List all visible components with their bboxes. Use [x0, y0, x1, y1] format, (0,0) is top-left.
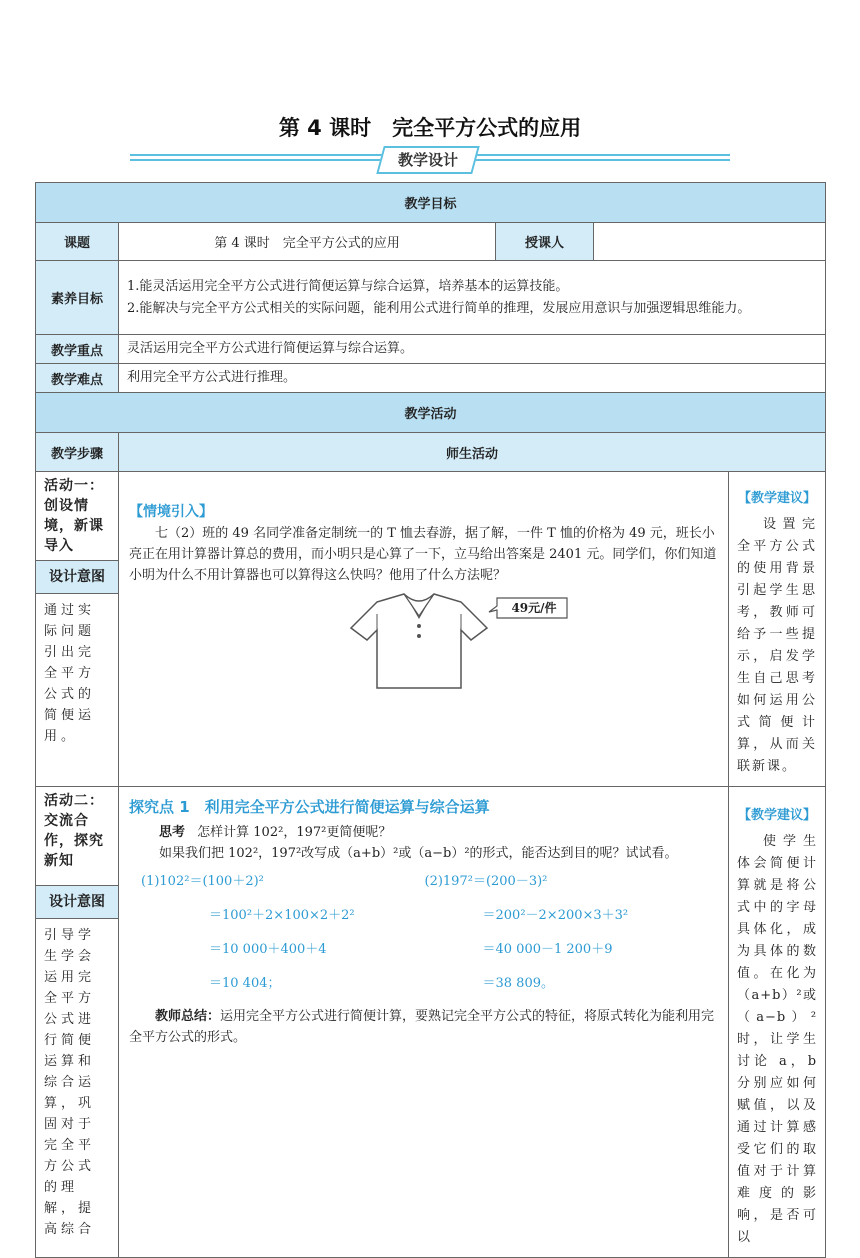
- teacher-value: [594, 223, 826, 261]
- literacy-item-1: 1.能灵活运用完全平方公式进行简便运算与综合运算，培养基本的运算技能。: [127, 278, 569, 294]
- act1-title: 活动一：创设情境，新课导入: [44, 478, 104, 554]
- activity-header: 教学活动: [36, 393, 826, 433]
- literacy-item-2: 2.能解决与完全平方公式相关的实际问题，能利用公式进行简单的推理，发展应用意识与加强逻辑思维能力。: [127, 300, 751, 316]
- act2-intent-text: 引导学生学会运用完全平方公式进行简便运算和综合运算，巩固对于完全平方公式的理解，提高综合: [44, 928, 96, 1237]
- tshirt-figure: [129, 588, 718, 692]
- act1-intent-text: 通过实际问题引出完全平方公式的简便运用。: [44, 603, 96, 744]
- act1-tip-text: 设置完全平方公式的使用背景引起学生思考，教师可给予一些提示，启发学生自己思考如何运用公式简便计算，从而关联新课。: [737, 517, 818, 774]
- act2-heading: 探究点 1 利用完全平方公式进行简便运算与综合运算: [129, 798, 490, 816]
- calc-table: [129, 864, 718, 1002]
- banner: [130, 146, 730, 172]
- calc1-line4: ＝10 404；: [209, 976, 281, 991]
- act2-left: [36, 787, 119, 1258]
- teacher-label: 授课人: [496, 223, 594, 261]
- course-value: 第 4 课时 完全平方公式的应用: [119, 223, 496, 261]
- literacy-label: 素养目标: [36, 261, 119, 335]
- calc2-line3: ＝40 000－1 200＋9: [482, 942, 613, 957]
- act2-tip-text: 使学生体会简便计算就是将公式中的字母具体化，成为具体的数值。在化为（a+b）²或（a−b）²时，让学生讨论 a，b 分别应如何赋值，以及通过计算感受它们的取值对于计算难度的影响，是否可以: [737, 834, 818, 1245]
- act1-tip: [729, 472, 826, 787]
- calc2-line4: ＝38 809。: [482, 976, 554, 991]
- key-label: 教学重点: [36, 335, 119, 364]
- summary-text: 运用完全平方公式进行简便计算，要熟记完全平方公式的特征，将原式转化为能利用完全平方公式的形式。: [129, 1009, 715, 1045]
- act1-paragraph: 七（2）班的 49 名同学准备定制统一的 T 恤去春游，据了解，一件 T 恤的价格为 49 元，班长小亮正在用计算器计算总的费用，而小明只是心算了一下，立马给出答案是 2401 元。同学们，你们知道小明为什么不用计算器也可以算得这么快吗？他用了什么方法呢？: [129, 526, 717, 583]
- key-value: 灵活运用完全平方公式进行简便运算与综合运算。: [119, 335, 826, 364]
- think-text: 怎样计算 102²，197²更简便呢？: [197, 825, 392, 840]
- act2-tip: [729, 787, 826, 1258]
- price-tag: 49元/件: [511, 601, 557, 615]
- summary-label: 教师总结：: [155, 1009, 221, 1024]
- calc2-line1: (2)197²＝(200－3)²: [424, 874, 548, 889]
- difficulty-value: 利用完全平方公式进行推理。: [119, 364, 826, 393]
- banner-tag: [376, 146, 480, 174]
- act1-tip-title: 【教学建议】: [738, 491, 817, 506]
- calc1-line2: ＝100²＋2×100×2＋2²: [209, 908, 355, 923]
- act1-left: [36, 472, 119, 787]
- act2-tip-title: 【教学建议】: [738, 808, 817, 823]
- difficulty-label: 教学难点: [36, 364, 119, 393]
- act2-paragraph: 如果我们把 102²，197²改写成（a+b）²或（a−b）²的形式，能否达到目的呢？试试看。: [159, 846, 678, 861]
- act1-content: [119, 472, 729, 787]
- literacy-goals: [119, 261, 826, 335]
- page-title: 第 4 课时 完全平方公式的应用: [278, 116, 582, 140]
- act2-content: [119, 787, 729, 1258]
- goals-header: 教学目标: [36, 183, 826, 223]
- teacher-summary: [129, 1006, 718, 1048]
- teacher-student-label: 师生活动: [119, 433, 826, 472]
- calc1-line1: (1)102²＝(100＋2)²: [141, 874, 264, 889]
- calc2-line2: ＝200²－2×200×3＋3²: [482, 908, 629, 923]
- act2-intent-label: 设计意图: [36, 885, 118, 919]
- banner-label: 教学设计: [397, 151, 458, 169]
- think-label: 思考: [159, 825, 186, 840]
- calc1-line3: ＝10 000＋400＋4: [209, 942, 327, 957]
- lesson-table: [35, 182, 826, 1258]
- course-label: 课题: [36, 223, 119, 261]
- steps-label: 教学步骤: [36, 433, 119, 472]
- act1-intent-label: 设计意图: [36, 560, 118, 594]
- act1-section-title: 【情境引入】: [129, 504, 213, 520]
- act2-title: 活动二：交流合作，探究新知: [44, 793, 104, 869]
